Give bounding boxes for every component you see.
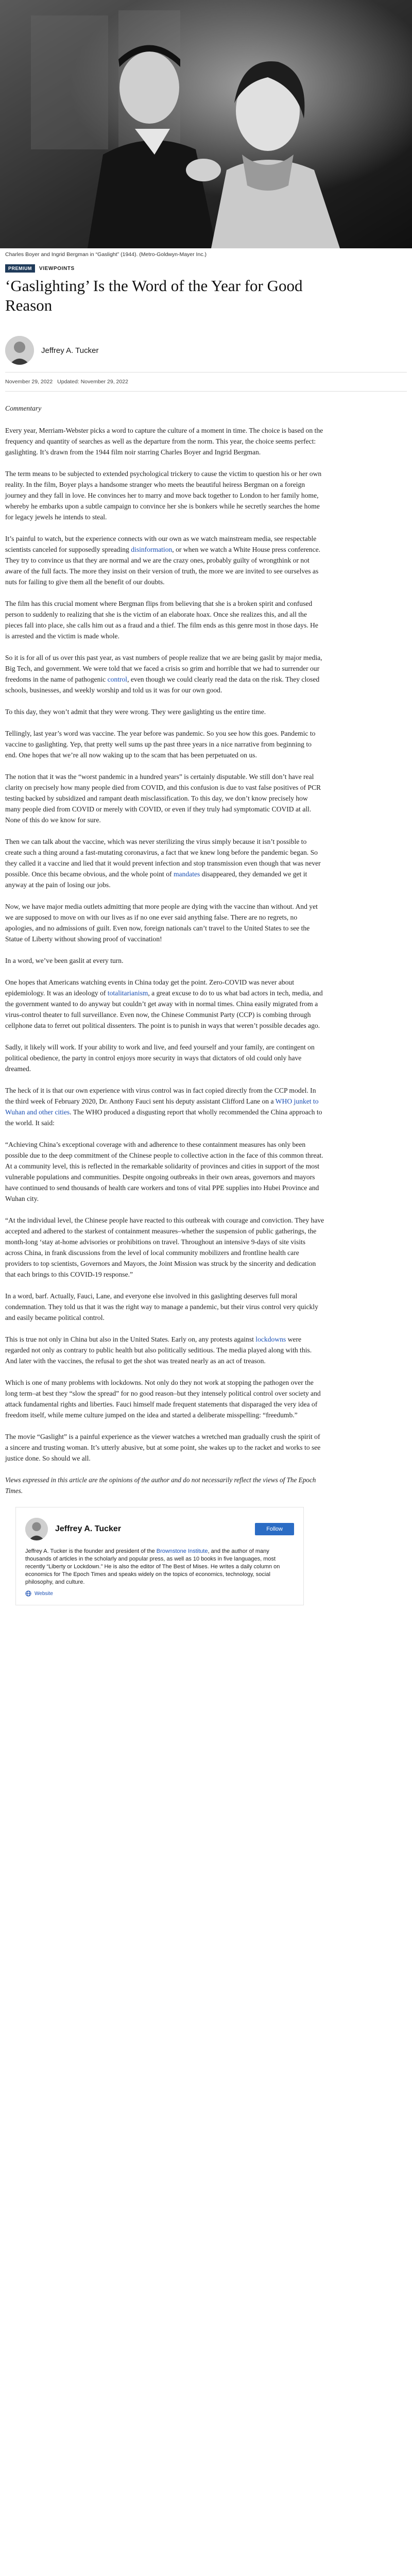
article-paragraph (5, 955, 324, 966)
paragraph-text: In a word, we’ve been gaslit at every turn. (5, 957, 124, 964)
paragraph-text: To this day, they won’t admit that they were wrong. They were gaslighting us the entire time. (5, 708, 266, 716)
author-bio-card (15, 1507, 304, 1605)
article-paragraph (5, 468, 324, 522)
article-paragraph (5, 598, 324, 641)
article-paragraph (5, 425, 324, 457)
bio-link[interactable]: Brownstone Institute (156, 1548, 208, 1554)
paragraph-text: . The WHO produced a disgusting report that wholly recommended the China approach to the world. It said: (5, 1108, 322, 1127)
paragraph-text: , or when we watch a White House press conference. They try to convince us that they are normal and we are the crazy ones, probably guilty of wrongthink or not aware of the full facts. The more they insist on their version of truth, the more we are invited to see ourselves as nuts for failing to give them all the benefit of our doubts. (5, 546, 321, 586)
article-tags (0, 260, 412, 273)
author-name-link[interactable]: Jeffrey A. Tucker (41, 346, 99, 355)
inline-link[interactable]: disinformation (131, 546, 173, 553)
bio-author-name[interactable]: Jeffrey A. Tucker (55, 1524, 122, 1533)
paragraph-text: , a great excuse to do to us what bad actors in tech, media, and the government wanted to do anyway but couldn’t get away with in normal times. China easily migrated from a virus-control theater to full surveillance. Even now, the Chinese Communist Party (CCP) is combing through cellphone data to ferret out political dissenters. The point is to punish in ways that weren’t possible decades ago. (5, 989, 323, 1029)
article-paragraph (5, 1215, 324, 1280)
inline-link[interactable]: WHO junket to Wuhan and other cities (5, 1097, 319, 1116)
author-portrait (5, 336, 34, 365)
paragraph-text: The heck of it is that our own experience with virus control was in fact copied directly from the CCP model. In the third week of February 2020, Dr. Anthony Fauci sent his deputy assistant Clifford Lane on a (5, 1087, 316, 1105)
article-paragraph (5, 836, 324, 890)
paragraph-text: So it is for all of us over this past year, as vast numbers of people realize that we are being gaslit by major media, Big Tech, and government. We were told that we faced a crisis so grim and horrible that we had to surrender our freedoms in the name of pathogenic (5, 654, 322, 683)
paragraph-text: Then we can talk about the vaccine, which was never sterilizing the virus simply because it isn’t possible to create such a thing around a fast-mutating coronavirus, a fact that we knew long before the pandemic began. So they called it a vaccine and lied that it would prevent infection and stop transmission even though that was never possible. Once this became obvious, and the whole point of (5, 838, 321, 878)
dates-divider (5, 391, 407, 392)
updated-date: Updated: November 29, 2022 (57, 379, 128, 385)
paragraph-text: Now, we have major media outlets admitting that more people are dying with the vaccine than without. And yet we are supposed to move on with our lives as if no one ever said anything false. There are no regrets, no apologies, and no admissions of guilt. Even now, foreign nationals can’t travel to the United States to see the Statue of Liberty without showing proof of vaccination! (5, 903, 318, 943)
bio-description (25, 1548, 294, 1586)
commentary-label: Commentary (5, 404, 42, 412)
article-paragraph (5, 1042, 324, 1074)
article-paragraph (5, 977, 324, 1031)
paragraph-text: This is true not only in China but also in the United States. Early on, any protests against (5, 1335, 256, 1343)
paragraph-text: One hopes that Americans watching events in China today get the point. Zero-COVID was never about epidemiology. It was an ideology of (5, 978, 294, 997)
paragraph-text: were regarded not only as contrary to public health but also politically seditious. The media played along with this. And later with the vaccines, the refusal to get the shot was treated nearly as an act of treason. (5, 1335, 312, 1365)
website-link[interactable] (25, 1590, 294, 1597)
article-paragraph (5, 1291, 324, 1323)
article-paragraph (5, 706, 324, 717)
article-paragraph (5, 1334, 324, 1366)
paragraph-text: The film has this crucial moment where Bergman flips from believing that she is a broken spirit and confused person to suddenly to realizing that she is the victim of an elaborate hoax. Once she realizes this, and all the pieces fall into place, she calls him out as a fraud and a thief. The film ends as this genre most in those days. He is arrested and the victim is made whole. (5, 600, 318, 640)
film-still-photo (0, 0, 412, 248)
inline-link[interactable]: lockdowns (255, 1335, 286, 1343)
paragraph-text: In a word, barf. Actually, Fauci, Lane, and everyone else involved in this gaslighting deserves full moral condemnation. They told us that it was the right way to manage a pandemic, but their virus control very quickly and easily became political control. (5, 1292, 318, 1321)
paragraph-text: disappeared, they demanded we get it anyway at the pain of losing our jobs. (5, 870, 307, 889)
globe-icon (25, 1590, 31, 1597)
article-paragraph (5, 901, 324, 944)
article-paragraph (5, 771, 324, 825)
follow-button[interactable]: Follow (255, 1523, 294, 1535)
hero-image (0, 0, 412, 248)
inline-link[interactable]: control (107, 675, 128, 683)
paragraph-text: “Achieving China’s exceptional coverage with and adherence to these containment measures has only been possible due to the deep commitment of the Chinese people to collective action in the face of this common threat. At a community level, this is reflected in the remarkable solidarity of provinces and cities in support of the most vulnerable populations and communities. Despite ongoing outbreaks in their own areas, governors and mayors have continued to send thousands of health care workers and tons of vital PPE supplies into Hubei Province and Wuhan city. (5, 1141, 323, 1202)
inline-link[interactable]: mandates (173, 870, 200, 878)
article-paragraph (5, 1139, 324, 1204)
bio-portrait (25, 1518, 48, 1540)
paragraph-text: Every year, Merriam-Webster picks a word to capture the culture of a moment in time. The choice is based on the frequency and quantity of searches as well as the departure from the norm. This year, the choice seems perfect: gaslighting. It’s drawn from the 1944 film noir starring Charles Boyer and Ingrid Bergman. (5, 427, 323, 456)
paragraph-text: Tellingly, last year’s word was vaccine. The year before was pandemic. So you see how this goes. Pandemic to vaccine to gaslighting. Yep, that pretty well sums up the past three years in a nice narrative from beginning to end. One hopes that we’re all now waking up to the scam that has been perpetuated on us. (5, 730, 316, 759)
bio-text-segment: Jeffrey A. Tucker is the founder and president of the (25, 1548, 157, 1554)
bio-header (25, 1516, 294, 1543)
inline-link[interactable]: totalitarianism (107, 989, 148, 997)
article-paragraph (5, 1431, 324, 1464)
paragraph-text: It’s painful to watch, but the experience connects with our own as we watch mainstream media, see respectable scientists canceled for supposedly spreading (5, 535, 317, 553)
article-paragraph (5, 652, 324, 696)
article-body (0, 403, 330, 1496)
bio-avatar[interactable] (25, 1518, 48, 1540)
website-label: Website (35, 1590, 53, 1597)
article-paragraph (5, 728, 324, 760)
bio-text-segment: , and the author of many thousands of articles in the scholarly and popular press, as well as 10 books in five languages, most recently “Liberty or Lockdown.” He is also the editor of The Best of Mises. He writes a daily column on economics for The Epoch Times and speaks widely on the topics of economics, technology, social philosophy, and culture. (25, 1548, 280, 1585)
image-caption: Charles Boyer and Ingrid Bergman in “Gaslight” (1944). (Metro-Goldwyn-Mayer Inc.) (5, 251, 207, 258)
paragraph-text: The term means to be subjected to extended psychological trickery to cause the victim to question his or her own reality. In the film, Boyer plays a handsome stranger who meets the beautiful heiress Bergman on a foreign journey and they fall in love. He convinces her to marry and move back together to London to her family home, whereby he embarks upon a subtle campaign to convince her she is bonkers while he secretly searches the home for legacy jewels he intends to steal. (5, 470, 322, 521)
author-byline (0, 315, 412, 372)
paragraph-text: , even though we could clearly read the data on the risk. They closed schools, businesses, and weekly worship and told us it was for our own good. (5, 675, 320, 694)
section-link[interactable]: VIEWPOINTS (39, 265, 75, 272)
paragraph-text: Sadly, it likely will work. If your ability to work and live, and feed yourself and your family, are contingent on political obedience, the party in control enjoys more security in ways that dictators of old could only have dreamed. (5, 1043, 315, 1073)
article-title: ‘Gaslighting’ Is the Word of the Year for Good Reason (5, 277, 303, 314)
author-avatar[interactable] (5, 336, 34, 365)
premium-badge: PREMIUM (5, 264, 35, 273)
opinion-disclaimer: Views expressed in this article are the opinions of the author and do not necessarily reflect the views of The Epoch Times. (5, 1476, 316, 1495)
paragraph-text: The movie “Gaslight” is a painful experience as the viewer watches a wretched man gradually crush the spirit of a sincere and trusting woman. It’s utterly abusive, but at some point, she wakes up to the racket and works to see justice done. So should we all. (5, 1433, 321, 1462)
article-paragraph (5, 1377, 324, 1420)
publish-dates (0, 372, 412, 391)
article-paragraph (5, 1085, 324, 1128)
paragraph-text: Which is one of many problems with lockdowns. Not only do they not work at stopping the pathogen over the long term–at best they “slow the spread” for no good reason–but they intensely political control over society and attack fundamental rights and liberties. Fauci himself made frequent statements that disparaged the very idea of freedom itself, while meme culture jumped on the idea and started a deliberate misspelling: “freedumb.” (5, 1379, 321, 1419)
paragraph-list (5, 425, 324, 1464)
paragraph-text: “At the individual level, the Chinese people have reacted to this outbreak with courage and conviction. They have accepted and adhered to the starkest of containment measures–whether the suspension of public gatherings, the month-long ‘stay at-home advisories or prohibitions on travel. Throughout an intensive 9-days of site visits across China, in frank discussions from the level of local community mobilizers and frontline health care providers to top scientists, Governors and Mayors, the Joint Mission was struck by the sincerity and dedication that each brings to this COVID-19 response.” (5, 1216, 324, 1278)
published-date: November 29, 2022 (5, 379, 53, 385)
article-paragraph (5, 533, 324, 587)
paragraph-text: The notion that it was the “worst pandemic in a hundred years” is certainly disputable. We still don’t have real clarity on precisely how many people died from COVID, and this confusion is due to vast false positives of PCR testing backed by subsidized and rampant death misclassification. To this day, we don’t know precisely how many people died from COVID or merely with COVID, or even if they truly had symptomatic COVID at all. None of this do we know for sure. (5, 773, 321, 824)
